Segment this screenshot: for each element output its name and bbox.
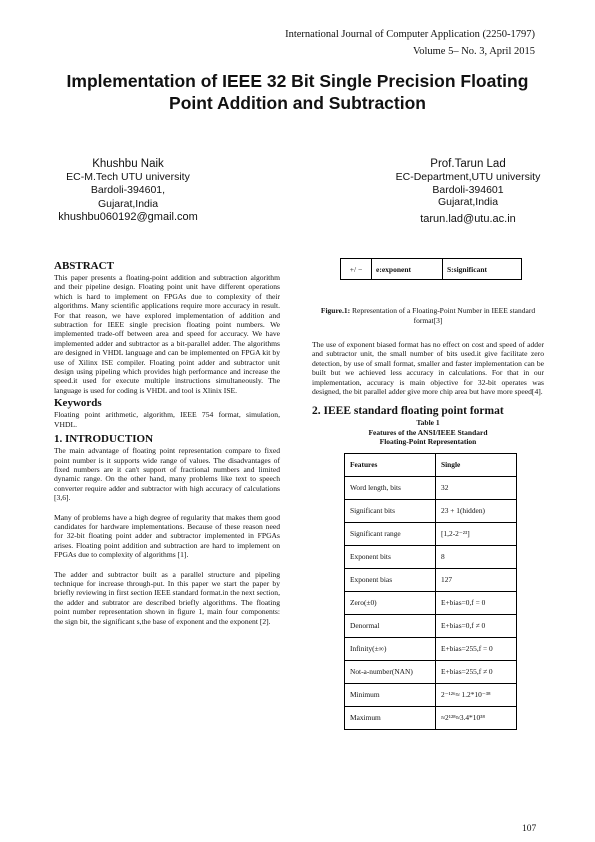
value-cell: E+bias=255,f = 0	[436, 637, 517, 660]
table-row	[345, 706, 517, 729]
feature-cell: Exponent bits	[345, 545, 436, 568]
significant-cell: S:significant	[443, 259, 522, 280]
feature-cell: Minimum	[345, 683, 436, 706]
value-cell: 127	[436, 568, 517, 591]
feature-cell: Significant bits	[345, 499, 436, 522]
value-cell: ≈2¹²⁸≈3.4*10³⁸	[436, 706, 517, 729]
table-1-caption: Table 1 Features of the ANSI/IEEE Standard Floating-Point Representation	[368, 418, 488, 447]
author-country: Gujarat,India	[97, 198, 159, 210]
value-cell: 32	[436, 476, 517, 499]
author-2	[388, 157, 548, 225]
abstract-text: This paper presents a floating-point addition and subtraction algorithm and their pipeline design. Floating point unit have different operations which is hard to implement on FPGAs due to complexity of their algorithms. Many scientific applications require more accuracy in result. For that reason, we have explored implementation of addition and subtraction for IEEE single precision floating point numbers. We implemented trade-off between area and speed for accuracy. We have implemented adder and subtractor as a bit-parallel adder. The algorithms are designed in VHDL language and can be implemented on FPGA kit by use of Xilinx ISE compiler. Floating point adder and subtractor unit design using pipeling which provides high performance and increase the speed.it used for execute multiple instructions simultaneously. The language is used for coding is VHDL and tool is Xlinix ISE.	[54, 273, 280, 395]
figure-1-table	[340, 258, 522, 280]
figure-1-caption: Figure.1: Representation of a Floating-Point Number in IEEE standard format[3]	[320, 306, 536, 325]
value-cell: 8	[436, 545, 517, 568]
table-row	[345, 545, 517, 568]
author-name: Prof.Tarun Lad	[430, 158, 506, 170]
author-email[interactable]: tarun.lad@utu.ac.in	[420, 212, 516, 225]
paper-title: Implementation of IEEE 32 Bit Single Precision Floating Point Addition and Subtraction	[66, 71, 529, 113]
intro-heading: 1. INTRODUCTION	[54, 433, 154, 446]
intro-paragraph-3: The adder and subtractor built as a parallel structure and pipeling technique for increase through-put. In this paper we start the paper by briefly reviewing in first section IEEE standard format.in the next section, the adder and subtrator are described briefly algorithms. The floating point number representation shown in figure 1, main four components: the sign bit, the significant s,the base of exponent and the exponent [2].	[54, 569, 280, 626]
feature-cell: Not-a-number(NAN)	[345, 660, 436, 683]
section-2-heading: 2. IEEE standard floating point format	[312, 405, 504, 418]
journal-name: International Journal of Computer Application (2250-1797)	[285, 29, 535, 40]
feature-cell: Maximum	[345, 706, 436, 729]
table-row	[345, 660, 517, 683]
intro-paragraph-1: The main advantage of floating point representation compare to fixed point number is it supports wide range of values. The disadvantages of fixed numbers are it can't support of fractional numbers and limited dynamic range. On the other hand, many problems like text to speech converter require adder and subtractor with high accuracy of calculations [3,6].	[54, 446, 280, 503]
table-row	[345, 522, 517, 545]
page-number: 107	[522, 824, 537, 834]
value-cell: [1,2-2⁻²³]	[436, 522, 517, 545]
table-row	[345, 591, 517, 614]
table-row	[345, 614, 517, 637]
table-header-cell: Features	[345, 453, 436, 476]
left-column	[54, 260, 280, 626]
exponent-cell: e:exponent	[372, 259, 443, 280]
table-row	[345, 637, 517, 660]
journal-volume: Volume 5– No. 3, April 2015	[412, 46, 535, 57]
feature-cell: Exponent bias	[345, 568, 436, 591]
intro-paragraph-2: Many of problems have a high degree of regularity that makes them good candidates for hardware implementations. Because of these reason need for 32-bit floating point adder and subtractor implemented in FPGAs arises. Floating point addition and subtraction are hard to implement on FPGAs due to complexity of algorithms [1].	[54, 512, 280, 560]
author-city: Bardoli-394601	[432, 183, 504, 196]
table-header-row	[345, 453, 517, 476]
right-paragraph: The use of exponent biased format has no effect on cost and speed of adder and subtractor unit, the small number of bits used.it give facilitate zero detection, by use of small format, smaller and faster implementation can be built but we achieved less accuracy in calculations. For that in our implementation, accuracy is main objective for 32-bit operates was designed, the bit parallel adder give more chip area but have more speed[4].	[312, 340, 544, 397]
value-cell: 2⁻¹²⁶≈ 1.2*10⁻³⁸	[436, 683, 517, 706]
feature-cell: Significant range	[345, 522, 436, 545]
table-row	[345, 476, 517, 499]
author-affiliation: EC-Department,UTU university	[395, 171, 541, 183]
table-row	[345, 683, 517, 706]
abstract-heading: ABSTRACT	[54, 260, 114, 272]
keywords-text: Floating point arithmetic, algorithm, IEEE 754 format, simulation, VHDL.	[54, 410, 280, 429]
features-table	[344, 453, 517, 730]
author-country: Gujarat,India	[437, 196, 499, 208]
feature-cell: Word length, bits	[345, 476, 436, 499]
table-row	[345, 568, 517, 591]
author-city: Bardoli-394601,	[90, 183, 166, 196]
value-cell: 23 + 1(hidden)	[436, 499, 517, 522]
journal-header	[285, 28, 535, 59]
feature-cell: Zero(±0)	[345, 591, 436, 614]
table-header-cell: Single	[436, 453, 517, 476]
author-1	[52, 157, 204, 223]
value-cell: E+bias=0,f = 0	[436, 591, 517, 614]
author-email[interactable]: khushbu060192@gmail.com	[58, 210, 198, 223]
feature-cell: Denormal	[345, 614, 436, 637]
value-cell: E+bias=0,f ≠ 0	[436, 614, 517, 637]
right-column	[312, 258, 544, 730]
sign-cell: +/ −	[341, 259, 372, 280]
author-affiliation: EC-M.Tech UTU university	[66, 171, 190, 183]
keywords-heading: Keywords	[54, 397, 102, 410]
feature-cell: Infinity(±∞)	[345, 637, 436, 660]
value-cell: E+bias=255,f ≠ 0	[436, 660, 517, 683]
author-name: Khushbu Naik	[92, 158, 164, 170]
table-row	[345, 499, 517, 522]
